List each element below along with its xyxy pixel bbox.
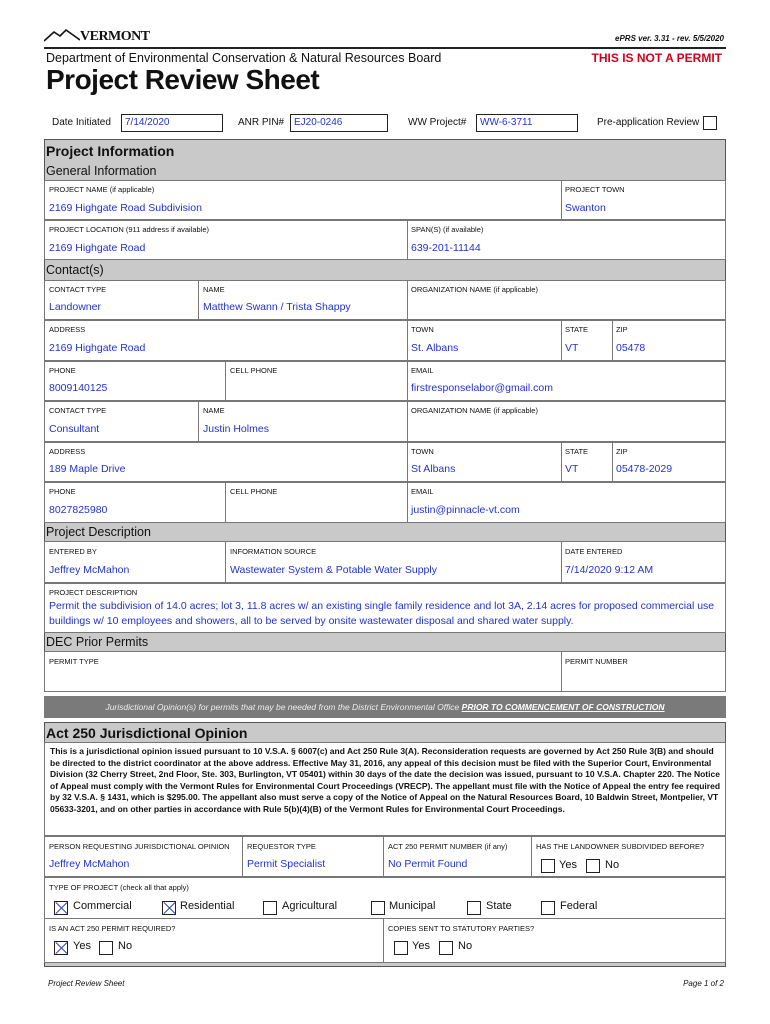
contact2-state-cell[interactable] (561, 442, 613, 482)
contact2-type-cell[interactable] (44, 401, 199, 442)
contact1-town-value: St. Albans (411, 342, 459, 354)
anr-pin-field[interactable]: EJ20-0246 (290, 114, 388, 132)
agricultural-checkbox[interactable] (263, 901, 277, 915)
project-name-cell[interactable] (44, 180, 562, 220)
general-info-title: General Information (46, 164, 157, 178)
copies-sent-label: COPIES SENT TO STATUTORY PARTIES? (388, 924, 535, 933)
project-description-cell[interactable] (44, 583, 726, 633)
permit-number-label: PERMIT NUMBER (565, 657, 628, 666)
department-name: Department of Environmental Conservation & Natural Resources Board (46, 51, 442, 65)
contact1-town-cell[interactable] (407, 320, 562, 361)
project-name-label: PROJECT NAME (if applicable) (49, 185, 155, 194)
project-description-title: Project Description (46, 525, 151, 539)
contact-name-label: NAME (203, 285, 225, 294)
contact-type-label: CONTACT TYPE (49, 285, 107, 294)
copies-sent-yes-label: Yes (412, 940, 430, 952)
contact2-phone-value: 8027825980 (49, 504, 108, 516)
date-entered-label: DATE ENTERED (565, 547, 623, 556)
version-text: ePRS ver. 3.31 - rev. 5/5/2020 (615, 34, 724, 43)
ww-project-label: WW Project# (408, 117, 467, 128)
pre-app-checkbox[interactable] (703, 116, 717, 130)
contact2-address-value: 189 Maple Drive (49, 463, 126, 475)
contact1-type-value: Landowner (49, 301, 101, 313)
federal-label: Federal (560, 900, 598, 912)
contact-type-label: CONTACT TYPE (49, 406, 107, 415)
municipal-label: Municipal (389, 900, 436, 912)
contact2-org-cell[interactable] (407, 401, 726, 442)
not-permit-notice: THIS IS NOT A PERMIT (591, 51, 722, 65)
page-title: Project Review Sheet (46, 64, 320, 95)
dec-permits-title: DEC Prior Permits (46, 635, 149, 649)
act250-paragraph: This is a jurisdictional opinion issued pursuant to 10 V.S.A. § 6007(c) and Act 250 Rule 3(A). Reconsideration requests are governed by Act 250 Rule 3(B) and should be directed to the district coordinator at the above address. Effective May 31, 2016, any appeal of this decision must be filed with the Superior Court, Environmental Division (32 Cherry Street, 2nd Floor, Ste. 303, Burlington, VT 05401) within 30 days of the date the decision was issued, pursuant to 10 V.S.A. Chapter 220. The Notice of Appeal must comply with the Vermont Rules for Environmental Court Proceedings (VRECP). The appellant must file with the Notice of Appeal the entry fee required by 32 V.S.A. § 1431, which is $295.00. The appellant also must serve a copy of the Notice of Appeal on the Natural Resources Board, 10 Baldwin Street, Montpelier, VT 05633-3201, and on other parties in accordance with Rule 5(b)(4)(B) of the Vermont Rules for Environmental Court Proceedings. (50, 746, 721, 814)
permit-required-no-label: No (118, 940, 133, 952)
contact1-zip-value: 05478 (616, 342, 646, 354)
info-source-value: Wastewater System & Potable Water Supply (230, 564, 437, 576)
date-entered-cell[interactable] (561, 541, 726, 583)
residential-checkbox[interactable] (162, 901, 176, 915)
permit-required-label: IS AN ACT 250 PERMIT REQUIRED? (49, 924, 176, 933)
contact-name-label: NAME (203, 406, 225, 415)
contact1-state-value: VT (565, 342, 579, 354)
logo-text: VERMONT (80, 29, 150, 44)
project-location-cell[interactable] (44, 220, 408, 260)
requestor-type-cell[interactable] (242, 836, 384, 877)
landowner-yes-checkbox[interactable] (541, 859, 555, 873)
email-label: EMAIL (411, 366, 434, 375)
contact1-org-cell[interactable] (407, 280, 726, 320)
entered-by-value: Jeffrey McMahon (49, 564, 130, 576)
span-label: SPAN(S) (if available) (411, 225, 484, 234)
anr-pin-label: ANR PIN# (238, 117, 285, 128)
vermont-logo (44, 28, 150, 46)
phone-label: PHONE (49, 487, 76, 496)
entered-by-cell[interactable] (44, 541, 226, 583)
contact2-zip-cell[interactable] (612, 442, 726, 482)
jurisdictional-band-text (44, 702, 726, 712)
residential-label: Residential (180, 900, 235, 912)
project-info-title: Project Information (46, 143, 175, 159)
permit-required-no-checkbox[interactable] (99, 941, 113, 955)
type-of-project-label: TYPE OF PROJECT (check all that apply) (49, 883, 189, 892)
contact1-email-cell[interactable] (407, 361, 726, 401)
contact1-address-cell[interactable] (44, 320, 408, 361)
contact1-phone-cell[interactable] (44, 361, 226, 401)
address-label: ADDRESS (49, 447, 86, 456)
project-location-label: PROJECT LOCATION (911 address if available) (49, 225, 210, 234)
email-label: EMAIL (411, 487, 434, 496)
landowner-no-label: No (605, 859, 620, 871)
state-label: STATE (565, 325, 589, 334)
permit-type-label: PERMIT TYPE (49, 657, 99, 666)
pre-app-label: Pre-application Review (597, 117, 700, 128)
info-source-cell[interactable] (225, 541, 562, 583)
ww-project-field[interactable]: WW-6-3711 (476, 114, 578, 132)
copies-sent-yes-checkbox[interactable] (394, 941, 408, 955)
contacts-title: Contact(s) (46, 263, 104, 277)
project-town-label: PROJECT TOWN (565, 185, 625, 194)
band-text: Jurisdictional Opinion(s) for permits that may be needed from the District Environmental Office (105, 702, 460, 712)
act250-permit-number-label: ACT 250 PERMIT NUMBER (if any) (388, 842, 508, 851)
project-town-cell[interactable] (561, 180, 726, 220)
phone-label: PHONE (49, 366, 76, 375)
permit-required-yes-label: Yes (73, 940, 91, 952)
landowner-no-checkbox[interactable] (586, 859, 600, 873)
span-cell[interactable] (407, 220, 726, 260)
landowner-yes-label: Yes (559, 859, 577, 871)
contact2-town-cell[interactable] (407, 442, 562, 482)
state-checkbox[interactable] (467, 901, 481, 915)
contact2-address-cell[interactable] (44, 442, 408, 482)
contact2-state-value: VT (565, 463, 579, 475)
act250-title: Act 250 Jurisdictional Opinion (46, 725, 248, 741)
footer-doc-name: Project Review Sheet (48, 979, 125, 988)
town-label: TOWN (411, 325, 434, 334)
date-initiated-field[interactable]: 7/14/2020 (121, 114, 223, 132)
requestor-type-value: Permit Specialist (247, 858, 326, 870)
contact1-phone-value: 8009140125 (49, 382, 108, 394)
contact-org-label: ORGANIZATION NAME (if applicable) (411, 406, 538, 415)
contact2-type-value: Consultant (49, 423, 100, 435)
permit-number-cell[interactable] (561, 651, 726, 692)
act250-permit-number-cell[interactable] (383, 836, 532, 877)
requestor-type-label: REQUESTOR TYPE (247, 842, 316, 851)
contact1-name-cell[interactable] (198, 280, 408, 320)
contact2-town-value: St Albans (411, 463, 456, 475)
contact2-phone-cell[interactable] (44, 482, 226, 523)
copies-sent-no-checkbox[interactable] (439, 941, 453, 955)
address-label: ADDRESS (49, 325, 86, 334)
mountain-icon (44, 28, 80, 42)
zip-label: ZIP (616, 447, 628, 456)
agricultural-label: Agricultural (282, 900, 338, 912)
federal-checkbox[interactable] (541, 901, 555, 915)
contact2-name-cell[interactable] (198, 401, 408, 442)
contact2-name-value: Justin Holmes (203, 423, 269, 435)
state-label: STATE (565, 447, 589, 456)
header-divider (44, 47, 726, 49)
contact2-email-value: justin@pinnacle-vt.com (411, 504, 520, 516)
info-source-label: INFORMATION SOURCE (230, 547, 317, 556)
band-emphasis: PRIOR TO COMMENCEMENT OF CONSTRUCTION (461, 702, 665, 712)
permit-type-cell[interactable] (44, 651, 562, 692)
copies-sent-no-label: No (458, 940, 473, 952)
cell-phone-label: CELL PHONE (230, 366, 278, 375)
project-town-value: Swanton (565, 202, 606, 214)
contact1-type-cell[interactable] (44, 280, 199, 320)
cell-phone-label: CELL PHONE (230, 487, 278, 496)
municipal-checkbox[interactable] (371, 901, 385, 915)
person-requesting-cell[interactable] (44, 836, 243, 877)
contact1-email-value: firstresponselabor@gmail.com (411, 382, 553, 394)
contact1-address-value: 2169 Highgate Road (49, 342, 146, 354)
entered-by-label: ENTERED BY (49, 547, 97, 556)
contact1-zip-cell[interactable] (612, 320, 726, 361)
state-label-text: State (486, 900, 512, 912)
contact2-cell-phone-cell[interactable] (225, 482, 408, 523)
copies-sent-cell (383, 918, 726, 963)
commercial-checkbox[interactable] (54, 901, 68, 915)
contact-org-label: ORGANIZATION NAME (if applicable) (411, 285, 538, 294)
date-initiated-label: Date Initiated (52, 117, 111, 128)
person-requesting-label: PERSON REQUESTING JURISDICTIONAL OPINION (49, 842, 230, 851)
contact1-state-cell[interactable] (561, 320, 613, 361)
landowner-subdivided-label: HAS THE LANDOWNER SUBDIVIDED BEFORE? (536, 842, 705, 851)
contact2-email-cell[interactable] (407, 482, 726, 523)
person-requesting-value: Jeffrey McMahon (49, 858, 130, 870)
contact1-name-value: Matthew Swann / Trista Shappy (203, 301, 351, 313)
zip-label: ZIP (616, 325, 628, 334)
project-description-value: Permit the subdivision of 14.0 acres; lot 3, 11.8 acres w/ an existing single family residence and lot 3A, 2.14 acres for proposed commercial use buildings w/ 10 employees and showers, all to be served by onsite wastewater disposal and shared water supply. (49, 600, 715, 627)
project-description-label: PROJECT DESCRIPTION (49, 588, 138, 597)
town-label: TOWN (411, 447, 434, 456)
act250-permit-number-value: No Permit Found (388, 858, 468, 870)
type-of-project-cell (44, 877, 726, 919)
project-location-value: 2169 Highgate Road (49, 242, 146, 254)
contact2-zip-value: 05478-2029 (616, 463, 673, 475)
date-entered-value: 7/14/2020 9:12 AM (565, 564, 654, 576)
span-value: 639-201-11144 (411, 242, 481, 254)
contact1-cell-phone-cell[interactable] (225, 361, 408, 401)
footer-page-number: Page 1 of 2 (683, 979, 724, 988)
commercial-label: Commercial (73, 900, 132, 912)
permit-required-cell (44, 918, 384, 963)
project-name-value: 2169 Highgate Road Subdivision (49, 202, 202, 214)
permit-required-yes-checkbox[interactable] (54, 941, 68, 955)
